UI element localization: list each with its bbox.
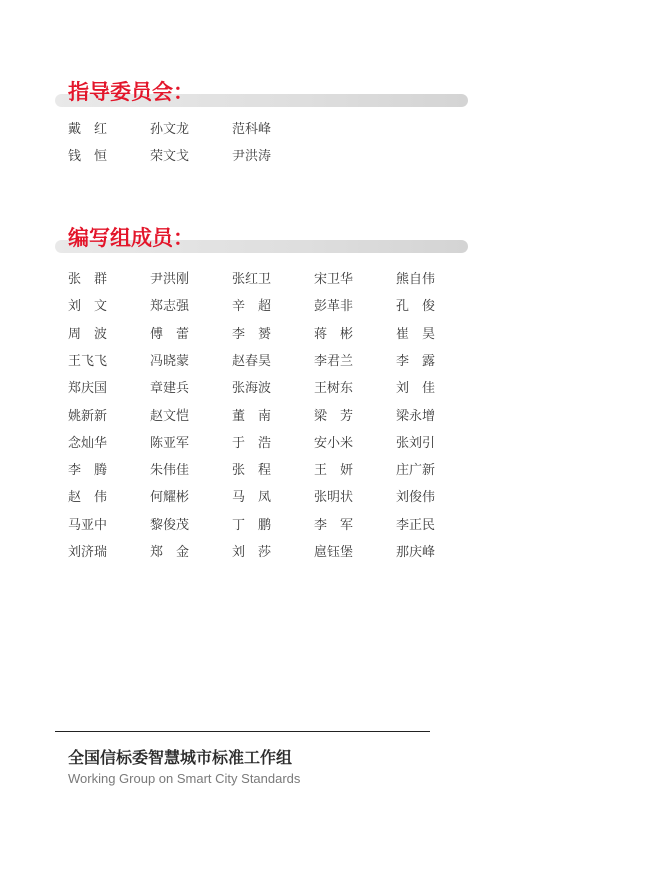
member-name: 扈钰堡	[314, 545, 354, 560]
steering-committee-header	[55, 78, 468, 118]
member-name: 赵文恺	[150, 408, 190, 424]
member-name: 马 凤	[232, 490, 272, 506]
member-name: 何耀彬	[150, 490, 190, 506]
member-name: 辛 超	[232, 299, 272, 315]
member-name: 刘 莎	[232, 545, 272, 560]
writing-group-title: 编写组成员：	[68, 226, 194, 250]
member-name: 朱伟佳	[150, 463, 190, 479]
member-name: 张 群	[68, 272, 108, 287]
member-name: 那庆峰	[396, 545, 436, 560]
member-name: 刘济瑞	[68, 545, 108, 560]
member-name: 马亚中	[68, 517, 108, 533]
member-name: 李 腾	[68, 463, 108, 479]
member-name: 蒋 彬	[314, 326, 354, 342]
member-name: 张海波	[232, 381, 272, 397]
member-name: 姚新新	[68, 408, 108, 424]
member-name: 熊自伟	[396, 272, 436, 287]
member-name: 李 露	[396, 353, 436, 369]
member-name: 赵春昊	[232, 353, 272, 369]
writing-group-header	[55, 224, 468, 264]
organization-name-cn: 全国信标委智慧城市标准工作组	[68, 748, 293, 767]
member-name: 郑庆国	[68, 381, 108, 397]
member-name: 周 波	[68, 326, 108, 342]
member-name: 刘 佳	[396, 381, 436, 397]
member-name: 念灿华	[68, 435, 108, 451]
member-name: 郑志强	[150, 299, 190, 315]
member-name: 丁 鹏	[232, 517, 272, 533]
member-name: 刘 文	[68, 299, 108, 315]
steering-committee-title: 指导委员会：	[68, 80, 194, 104]
member-name: 傅 蕾	[150, 326, 190, 342]
member-name: 张 程	[232, 463, 272, 479]
member-name: 安小米	[314, 435, 354, 451]
member-name: 张明状	[314, 490, 354, 506]
member-name: 刘俊伟	[396, 490, 436, 506]
member-name: 李 军	[314, 517, 354, 533]
member-name: 梁 芳	[314, 408, 354, 424]
member-name: 尹洪涛	[232, 149, 272, 164]
member-name: 钱 恒	[68, 149, 108, 164]
member-name: 李君兰	[314, 353, 354, 369]
member-name: 戴 红	[68, 122, 108, 137]
member-name: 孔 俊	[396, 299, 436, 315]
member-name: 宋卫华	[314, 272, 354, 287]
member-name: 王树东	[314, 381, 354, 397]
member-name: 张红卫	[232, 272, 272, 287]
member-name: 黎俊茂	[150, 517, 190, 533]
member-name: 孙文龙	[150, 122, 190, 137]
member-name: 王飞飞	[68, 353, 108, 369]
member-name: 荣文戈	[150, 149, 190, 164]
member-name: 陈亚军	[150, 435, 190, 451]
member-name: 冯晓蒙	[150, 353, 190, 369]
member-name: 赵 伟	[68, 490, 108, 506]
footer-divider	[55, 731, 430, 732]
member-name: 梁永增	[396, 408, 436, 424]
member-name: 王 妍	[314, 463, 354, 479]
member-name: 庄广新	[396, 463, 436, 479]
member-name: 彭革非	[314, 299, 354, 315]
member-name: 董 南	[232, 408, 272, 424]
organization-name-en: Working Group on Smart City Standards	[68, 771, 301, 786]
member-name: 尹洪刚	[150, 272, 190, 287]
member-name: 崔 昊	[396, 326, 436, 342]
member-name: 李正民	[396, 517, 436, 533]
member-name: 郑 金	[150, 545, 190, 560]
member-name: 李 赟	[232, 326, 272, 342]
member-name: 于 浩	[232, 435, 272, 451]
member-name: 章建兵	[150, 381, 190, 397]
member-name: 张刘引	[396, 435, 436, 451]
member-name: 范科峰	[232, 122, 272, 137]
